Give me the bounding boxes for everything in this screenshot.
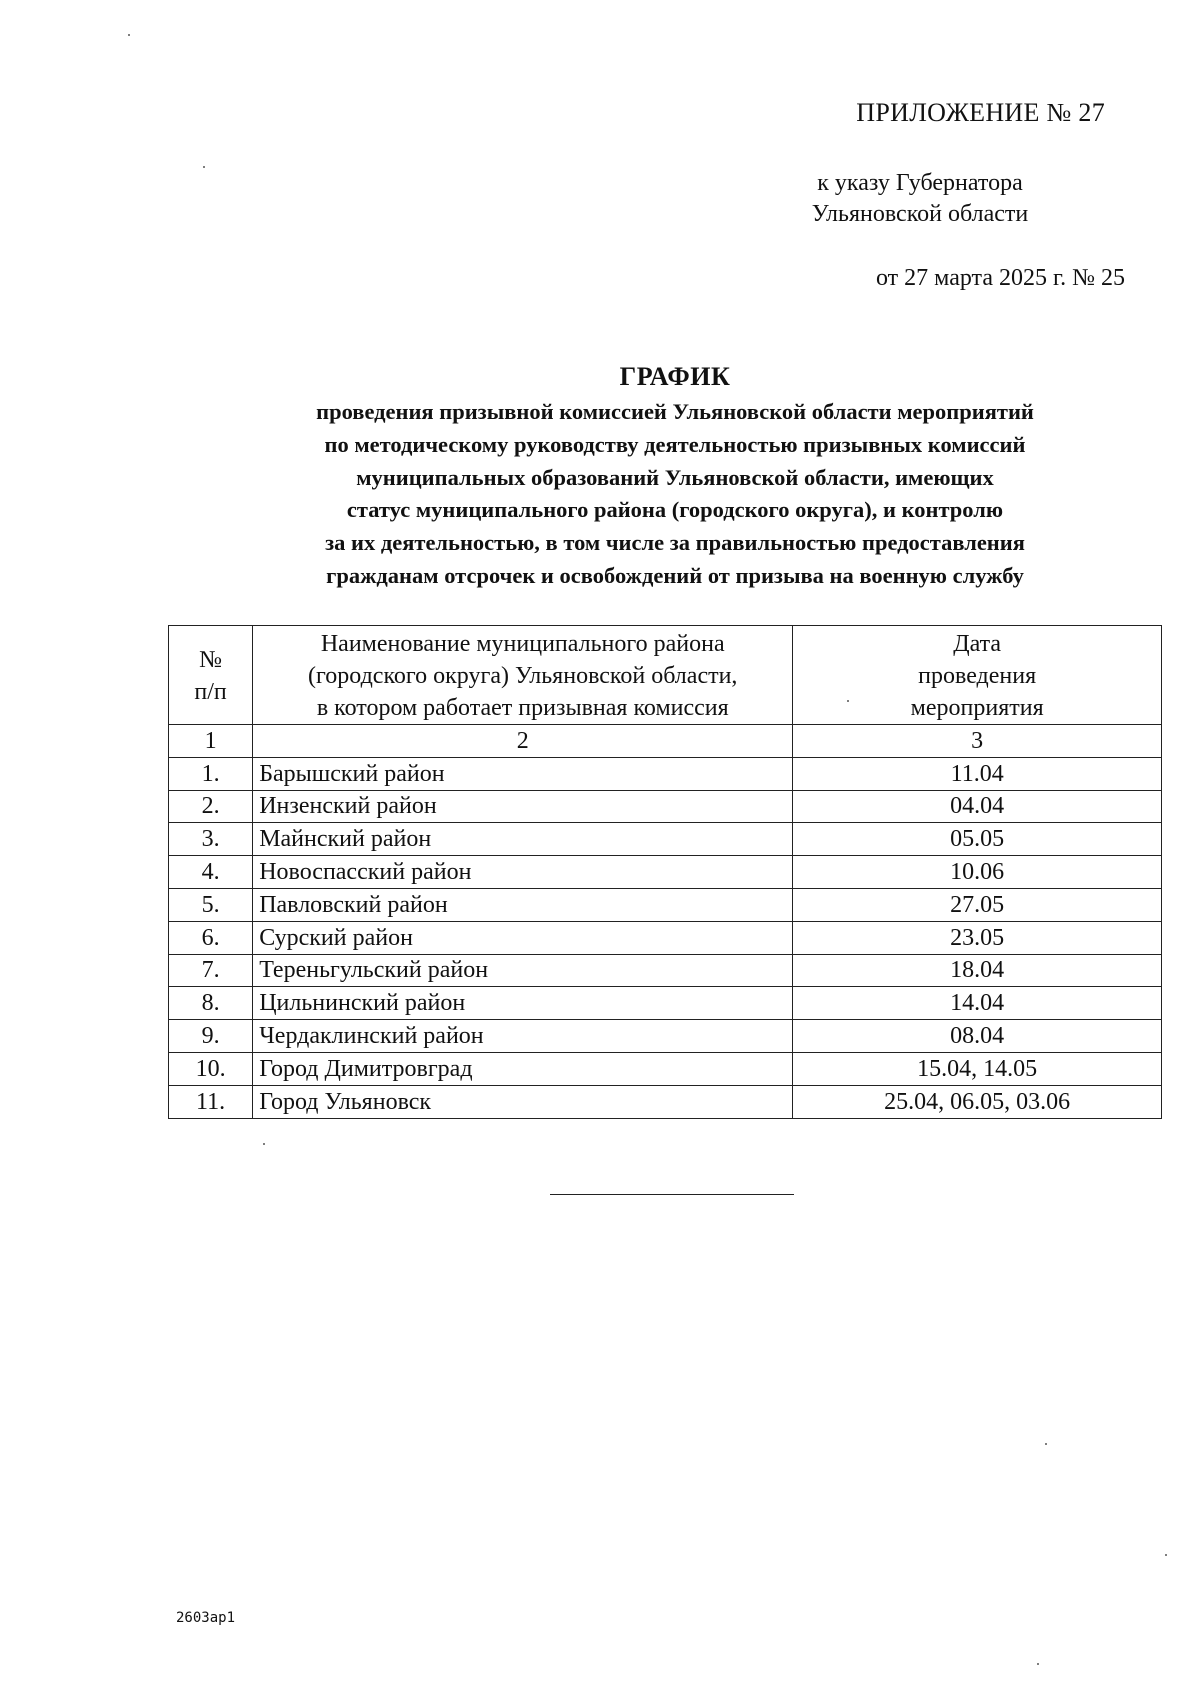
row-date: 04.04 <box>793 790 1162 823</box>
row-district: Цильнинский район <box>253 987 793 1020</box>
header-name-line: в котором работает призывная комиссия <box>316 695 729 721</box>
document-subtitle <box>200 396 1150 593</box>
row-district: Чердаклинский район <box>253 1020 793 1053</box>
row-district: Майнский район <box>253 823 793 856</box>
row-date: 10.06 <box>793 856 1162 889</box>
header-date-line: мероприятия <box>910 695 1044 721</box>
table-row <box>169 1085 1162 1118</box>
table-row <box>169 790 1162 823</box>
decree-reference <box>740 168 1100 230</box>
table-row <box>169 1020 1162 1053</box>
row-number: 7. <box>169 954 253 987</box>
row-district: Сурский район <box>253 921 793 954</box>
row-date: 14.04 <box>793 987 1162 1020</box>
decree-line-1: к указу Губернатора <box>817 170 1023 196</box>
subtitle-line: проведения призывной комиссией Ульяновской области мероприятий <box>316 399 1034 424</box>
decree-date: от 27 марта 2025 г. № 25 <box>876 265 1125 291</box>
header-name-line: Наименование муниципального района <box>320 631 725 657</box>
row-number: 11. <box>169 1085 253 1118</box>
row-number: 6. <box>169 921 253 954</box>
header-date-line: проведения <box>918 663 1037 689</box>
subtitle-line: гражданам отсрочек и освобождений от призыва на военную службу <box>326 562 1024 588</box>
decree-line-2: Ульяновской области <box>811 201 1029 227</box>
table-row <box>169 1052 1162 1085</box>
header-event-date <box>793 626 1162 725</box>
row-date: 15.04, 14.05 <box>793 1052 1162 1085</box>
header-number-line: п/п <box>194 679 227 705</box>
row-number: 8. <box>169 987 253 1020</box>
row-number: 10. <box>169 1052 253 1085</box>
row-number: 1. <box>169 757 253 790</box>
scan-speck <box>263 1143 265 1145</box>
row-date: 11.04 <box>793 757 1162 790</box>
header-date-line: Дата <box>953 631 1002 657</box>
header-name-line: (городского округа) Ульяновской области, <box>308 663 738 689</box>
closing-divider <box>550 1194 794 1195</box>
row-district: Новоспасский район <box>253 856 793 889</box>
index-cell: 2 <box>253 725 793 758</box>
row-district: Тереньгульский район <box>253 954 793 987</box>
row-date: 05.05 <box>793 823 1162 856</box>
header-number <box>169 626 253 725</box>
table-row <box>169 823 1162 856</box>
index-cell: 1 <box>169 725 253 758</box>
row-number: 2. <box>169 790 253 823</box>
row-district: Инзенский район <box>253 790 793 823</box>
scan-speck <box>1045 1443 1047 1445</box>
row-district: Город Ульяновск <box>253 1085 793 1118</box>
row-date: 18.04 <box>793 954 1162 987</box>
row-number: 9. <box>169 1020 253 1053</box>
row-date: 27.05 <box>793 888 1162 921</box>
scan-speck <box>1165 1554 1167 1556</box>
row-district: Барышский район <box>253 757 793 790</box>
table-index-row <box>169 725 1162 758</box>
table-row <box>169 921 1162 954</box>
header-number-line: № <box>199 647 223 673</box>
table-row <box>169 757 1162 790</box>
subtitle-line: за их деятельностью, в том числе за правильностью предоставления <box>325 530 1025 556</box>
row-number: 3. <box>169 823 253 856</box>
row-district: Павловский район <box>253 888 793 921</box>
subtitle-line: по методическому руководству деятельностью призывных комиссий <box>324 431 1026 457</box>
row-date: 23.05 <box>793 921 1162 954</box>
document-title: ГРАФИК <box>619 362 731 391</box>
schedule-table <box>168 625 1162 1119</box>
scan-speck <box>128 34 130 36</box>
table-row <box>169 954 1162 987</box>
subtitle-line: муниципальных образований Ульяновской области, имеющих <box>356 464 994 490</box>
scan-speck <box>203 166 205 168</box>
row-district: Город Димитровград <box>253 1052 793 1085</box>
index-cell: 3 <box>793 725 1162 758</box>
row-number: 5. <box>169 888 253 921</box>
header-district-name <box>253 626 793 725</box>
row-number: 4. <box>169 856 253 889</box>
appendix-number: ПРИЛОЖЕНИЕ № 27 <box>856 98 1105 127</box>
table-row <box>169 987 1162 1020</box>
row-date: 08.04 <box>793 1020 1162 1053</box>
scan-speck <box>847 700 849 702</box>
table-row <box>169 888 1162 921</box>
table-header-row <box>169 626 1162 725</box>
document-code: 2603ap1 <box>176 1610 236 1626</box>
row-date: 25.04, 06.05, 03.06 <box>793 1085 1162 1118</box>
subtitle-line: статус муниципального района (городского округа), и контролю <box>346 497 1004 523</box>
table-row <box>169 856 1162 889</box>
scan-speck <box>1037 1663 1039 1665</box>
